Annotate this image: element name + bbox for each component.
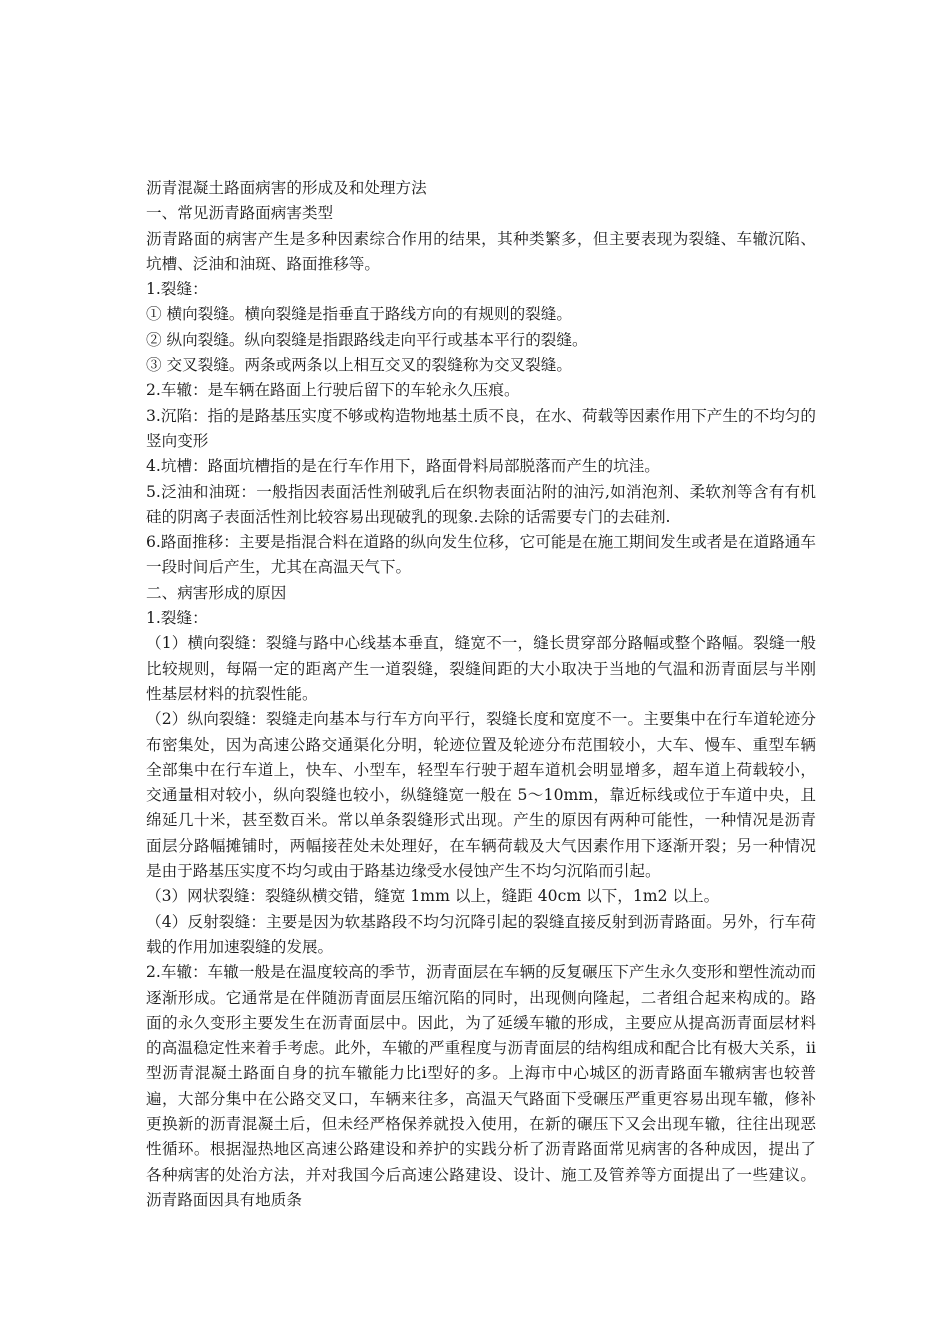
document-body <box>146 176 816 1213</box>
paragraph: 1.裂缝： <box>146 280 208 299</box>
paragraph: （4）反射裂缝：主要是因为软基路段不均匀沉降引起的裂缝直接反射到沥青路面。另外，行车荷载的作用加速裂缝的发展。 <box>146 912 816 956</box>
paragraph: ② 纵向裂缝。纵向裂缝是指跟路线走向平行或基本平行的裂缝。 <box>146 330 588 349</box>
paragraph: 5.泛油和油斑：一般指因表面活性剂破乳后在织物表面沾附的油污,如消泡剂、柔软剂等含有有机硅的阴离子表面活性剂比较容易出现破乳的现象.去除的话需要专门的去硅剂. <box>146 482 816 526</box>
section-heading-2: 二、病害形成的原因 <box>146 583 287 602</box>
paragraph: （3）网状裂缝：裂缝纵横交错，缝宽 1mm 以上，缝距 40cm 以下，1m2 以上。 <box>146 887 720 906</box>
paragraph: 3.沉陷：指的是路基压实度不够或构造物地基土质不良，在水、荷载等因素作用下产生的不均匀的竖向变形 <box>146 406 816 450</box>
paragraph: 沥青路面的病害产生是多种因素综合作用的结果，其种类繁多，但主要表现为裂缝、车辙沉陷、坑槽、泛油和油斑、路面推移等。 <box>146 229 816 273</box>
paragraph: ③ 交叉裂缝。两条或两条以上相互交叉的裂缝称为交叉裂缝。 <box>146 356 572 375</box>
paragraph: ① 横向裂缝。横向裂缝是指垂直于路线方向的有规则的裂缝。 <box>146 305 572 324</box>
paragraph: 2.车辙：是车辆在路面上行驶后留下的车轮永久压痕。 <box>146 381 520 400</box>
paragraph: 1.裂缝： <box>146 609 208 628</box>
paragraph: （1）横向裂缝：裂缝与路中心线基本垂直，缝宽不一，缝长贯穿部分路幅或整个路幅。裂缝一般比较规则，每隔一定的距离产生一道裂缝，裂缝间距的大小取决于当地的气温和沥青面层与半刚性基层材料的抗裂性能。 <box>146 634 816 703</box>
paragraph: 4.坑槽：路面坑槽指的是在行车作用下，路面骨料局部脱落而产生的坑洼。 <box>146 457 660 476</box>
section-heading-1: 一、常见沥青路面病害类型 <box>146 204 334 223</box>
document-title: 沥青混凝土路面病害的形成及和处理方法 <box>146 179 427 197</box>
paragraph: （2）纵向裂缝：裂缝走向基本与行车方向平行，裂缝长度和宽度不一。主要集中在行车道轮迹分布密集处，因为高速公路交通渠化分明，轮迹位置及轮迹分布范围较小，大车、慢车、重型车辆全部集中在行车道上，快车、小型车，轻型车行驶于超车道机会明显增多，超车道上荷载较小，交通量相对较小，纵向裂缝也较小，纵缝缝宽一般在 5～10mm，靠近标线或位于车道中央，且绵延几十米，甚至数百米。常以单条裂缝形式出现。产生的原因有两种可能性，一种情况是沥青面层分路幅摊铺时，两幅接茬处未处理好，在车辆荷载及大气因素作用下逐渐开裂；另一种情况是由于路基压实度不均匀或由于路基边缘受水侵蚀产生不均匀沉陷而引起。 <box>146 710 816 881</box>
paragraph: 6.路面推移：主要是指混合料在道路的纵向发生位移，它可能是在施工期间发生或者是在道路通车一段时间后产生，尤其在高温天气下。 <box>146 533 816 577</box>
paragraph: 2.车辙：车辙一般是在温度较高的季节，沥青面层在车辆的反复碾压下产生永久变形和塑性流动而逐渐形成。它通常是在伴随沥青面层压缩沉陷的同时，出现侧向隆起，二者组合起来构成的。路面的永久变形主要发生在沥青面层中。因此，为了延缓车辙的形成，主要应从提高沥青面层材料的高温稳定性来着手考虑。此外，车辙的严重程度与沥青面层的结构组成和配合比有极大关系，ⅱ型沥青混凝土路面自身的抗车辙能力比ⅰ型好的多。上海市中心城区的沥青路面车辙病害也较普遍，大部分集中在公路交叉口，车辆来往多，高温天气路面下受碾压严重更容易出现车辙，修补更换新的沥青混凝土后，但未经严格保养就投入使用，在新的碾压下又会出现车辙，往往出现恶性循环。根据湿热地区高速公路建设和养护的实践分析了沥青路面常见病害的各种成因，提出了各种病害的处治方法，并对我国今后高速公路建设、设计、施工及管养等方面提出了一些建议。沥青路面因具有地质条 <box>146 963 816 1209</box>
